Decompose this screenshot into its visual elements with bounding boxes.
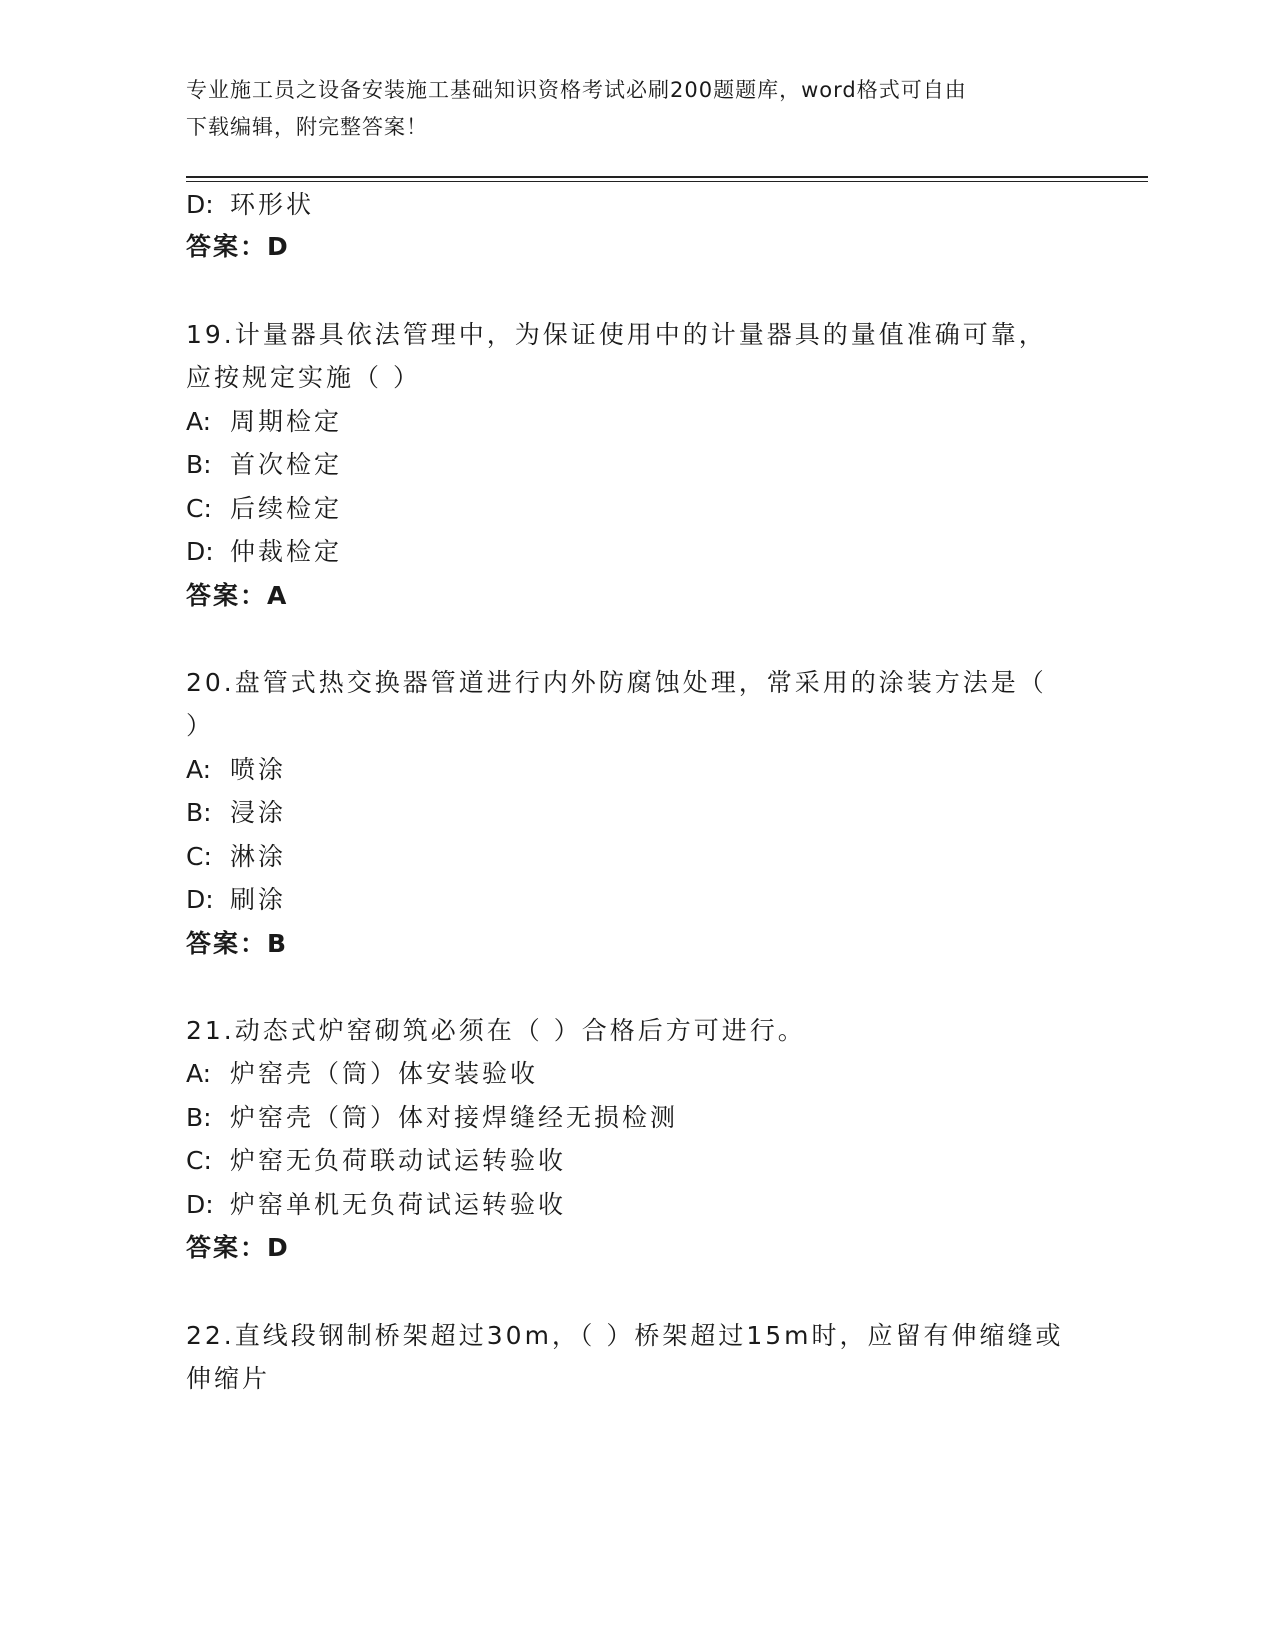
option-label: D:: [186, 190, 214, 219]
prev-option-d: [186, 188, 314, 222]
q20-option-b: [186, 796, 286, 830]
q20-stem-line1: 20.盘管式热交换器管道进行内外防腐蚀处理，常采用的涂装方法是（: [186, 668, 1047, 697]
q21-option-c: [186, 1144, 566, 1178]
option-label: C:: [186, 1146, 212, 1175]
option-text: 炉窑无负荷联动试运转验收: [230, 1146, 567, 1175]
option-label: B:: [186, 798, 212, 827]
option-label: C:: [186, 494, 212, 523]
q19-option-d: [186, 535, 342, 569]
option-label: A:: [186, 755, 212, 784]
header-title-line1: 专业施工员之设备安装施工基础知识资格考试必刷200题题库，word格式可自由: [186, 78, 967, 102]
q19-option-c: [186, 492, 342, 526]
q20-option-c: [186, 840, 286, 874]
q20-stem-line2: ）: [186, 711, 215, 740]
option-text: 炉窑壳（筒）体对接焊缝经无损检测: [230, 1103, 679, 1132]
option-text: 首次检定: [230, 450, 343, 479]
option-label: B:: [186, 450, 212, 479]
document-header: [186, 72, 1066, 146]
option-label: D:: [186, 537, 214, 566]
option-text: 炉窑单机无负荷试运转验收: [230, 1190, 567, 1219]
q21-option-b: [186, 1101, 678, 1135]
q21-stem-line1: 21.动态式炉窑砌筑必须在（ ）合格后方可进行。: [186, 1016, 806, 1045]
option-label: A:: [186, 1059, 212, 1088]
option-text: 后续检定: [230, 494, 343, 523]
option-text: 浸涂: [230, 798, 287, 827]
q20-option-d: [186, 883, 286, 917]
q21-option-a: [186, 1057, 538, 1091]
q20-answer: 答案：B: [186, 929, 289, 958]
option-text: 仲裁检定: [230, 537, 343, 566]
q21-answer: 答案：D: [186, 1233, 290, 1262]
option-label: D:: [186, 1190, 214, 1219]
option-text: 环形状: [230, 190, 315, 219]
option-text: 周期检定: [230, 407, 343, 436]
option-label: B:: [186, 1103, 212, 1132]
option-label: A:: [186, 407, 212, 436]
q22-stem-line2: 伸缩片: [186, 1364, 271, 1393]
q19-stem-line1: 19.计量器具依法管理中，为保证使用中的计量器具的量值准确可靠，: [186, 320, 1047, 349]
q21-option-d: [186, 1188, 566, 1222]
header-divider-thick: [186, 176, 1148, 178]
q19-option-b: [186, 448, 342, 482]
option-text: 淋涂: [230, 842, 287, 871]
option-label: C:: [186, 842, 212, 871]
q19-option-a: [186, 405, 342, 439]
option-label: D:: [186, 885, 214, 914]
q19-answer: 答案：A: [186, 581, 289, 610]
header-divider-thin: [186, 181, 1148, 182]
header-title-line2: 下载编辑，附完整答案！: [186, 115, 428, 139]
q22-stem-line1: 22.直线段钢制桥架超过30m，（ ）桥架超过15m时，应留有伸缩缝或: [186, 1321, 1064, 1350]
q20-option-a: [186, 753, 286, 787]
prev-answer: 答案：D: [186, 232, 290, 261]
option-text: 喷涂: [230, 755, 287, 784]
q19-stem-line2: 应按规定实施（ ）: [186, 363, 421, 392]
option-text: 刷涂: [230, 885, 287, 914]
option-text: 炉窑壳（筒）体安装验收: [230, 1059, 539, 1088]
